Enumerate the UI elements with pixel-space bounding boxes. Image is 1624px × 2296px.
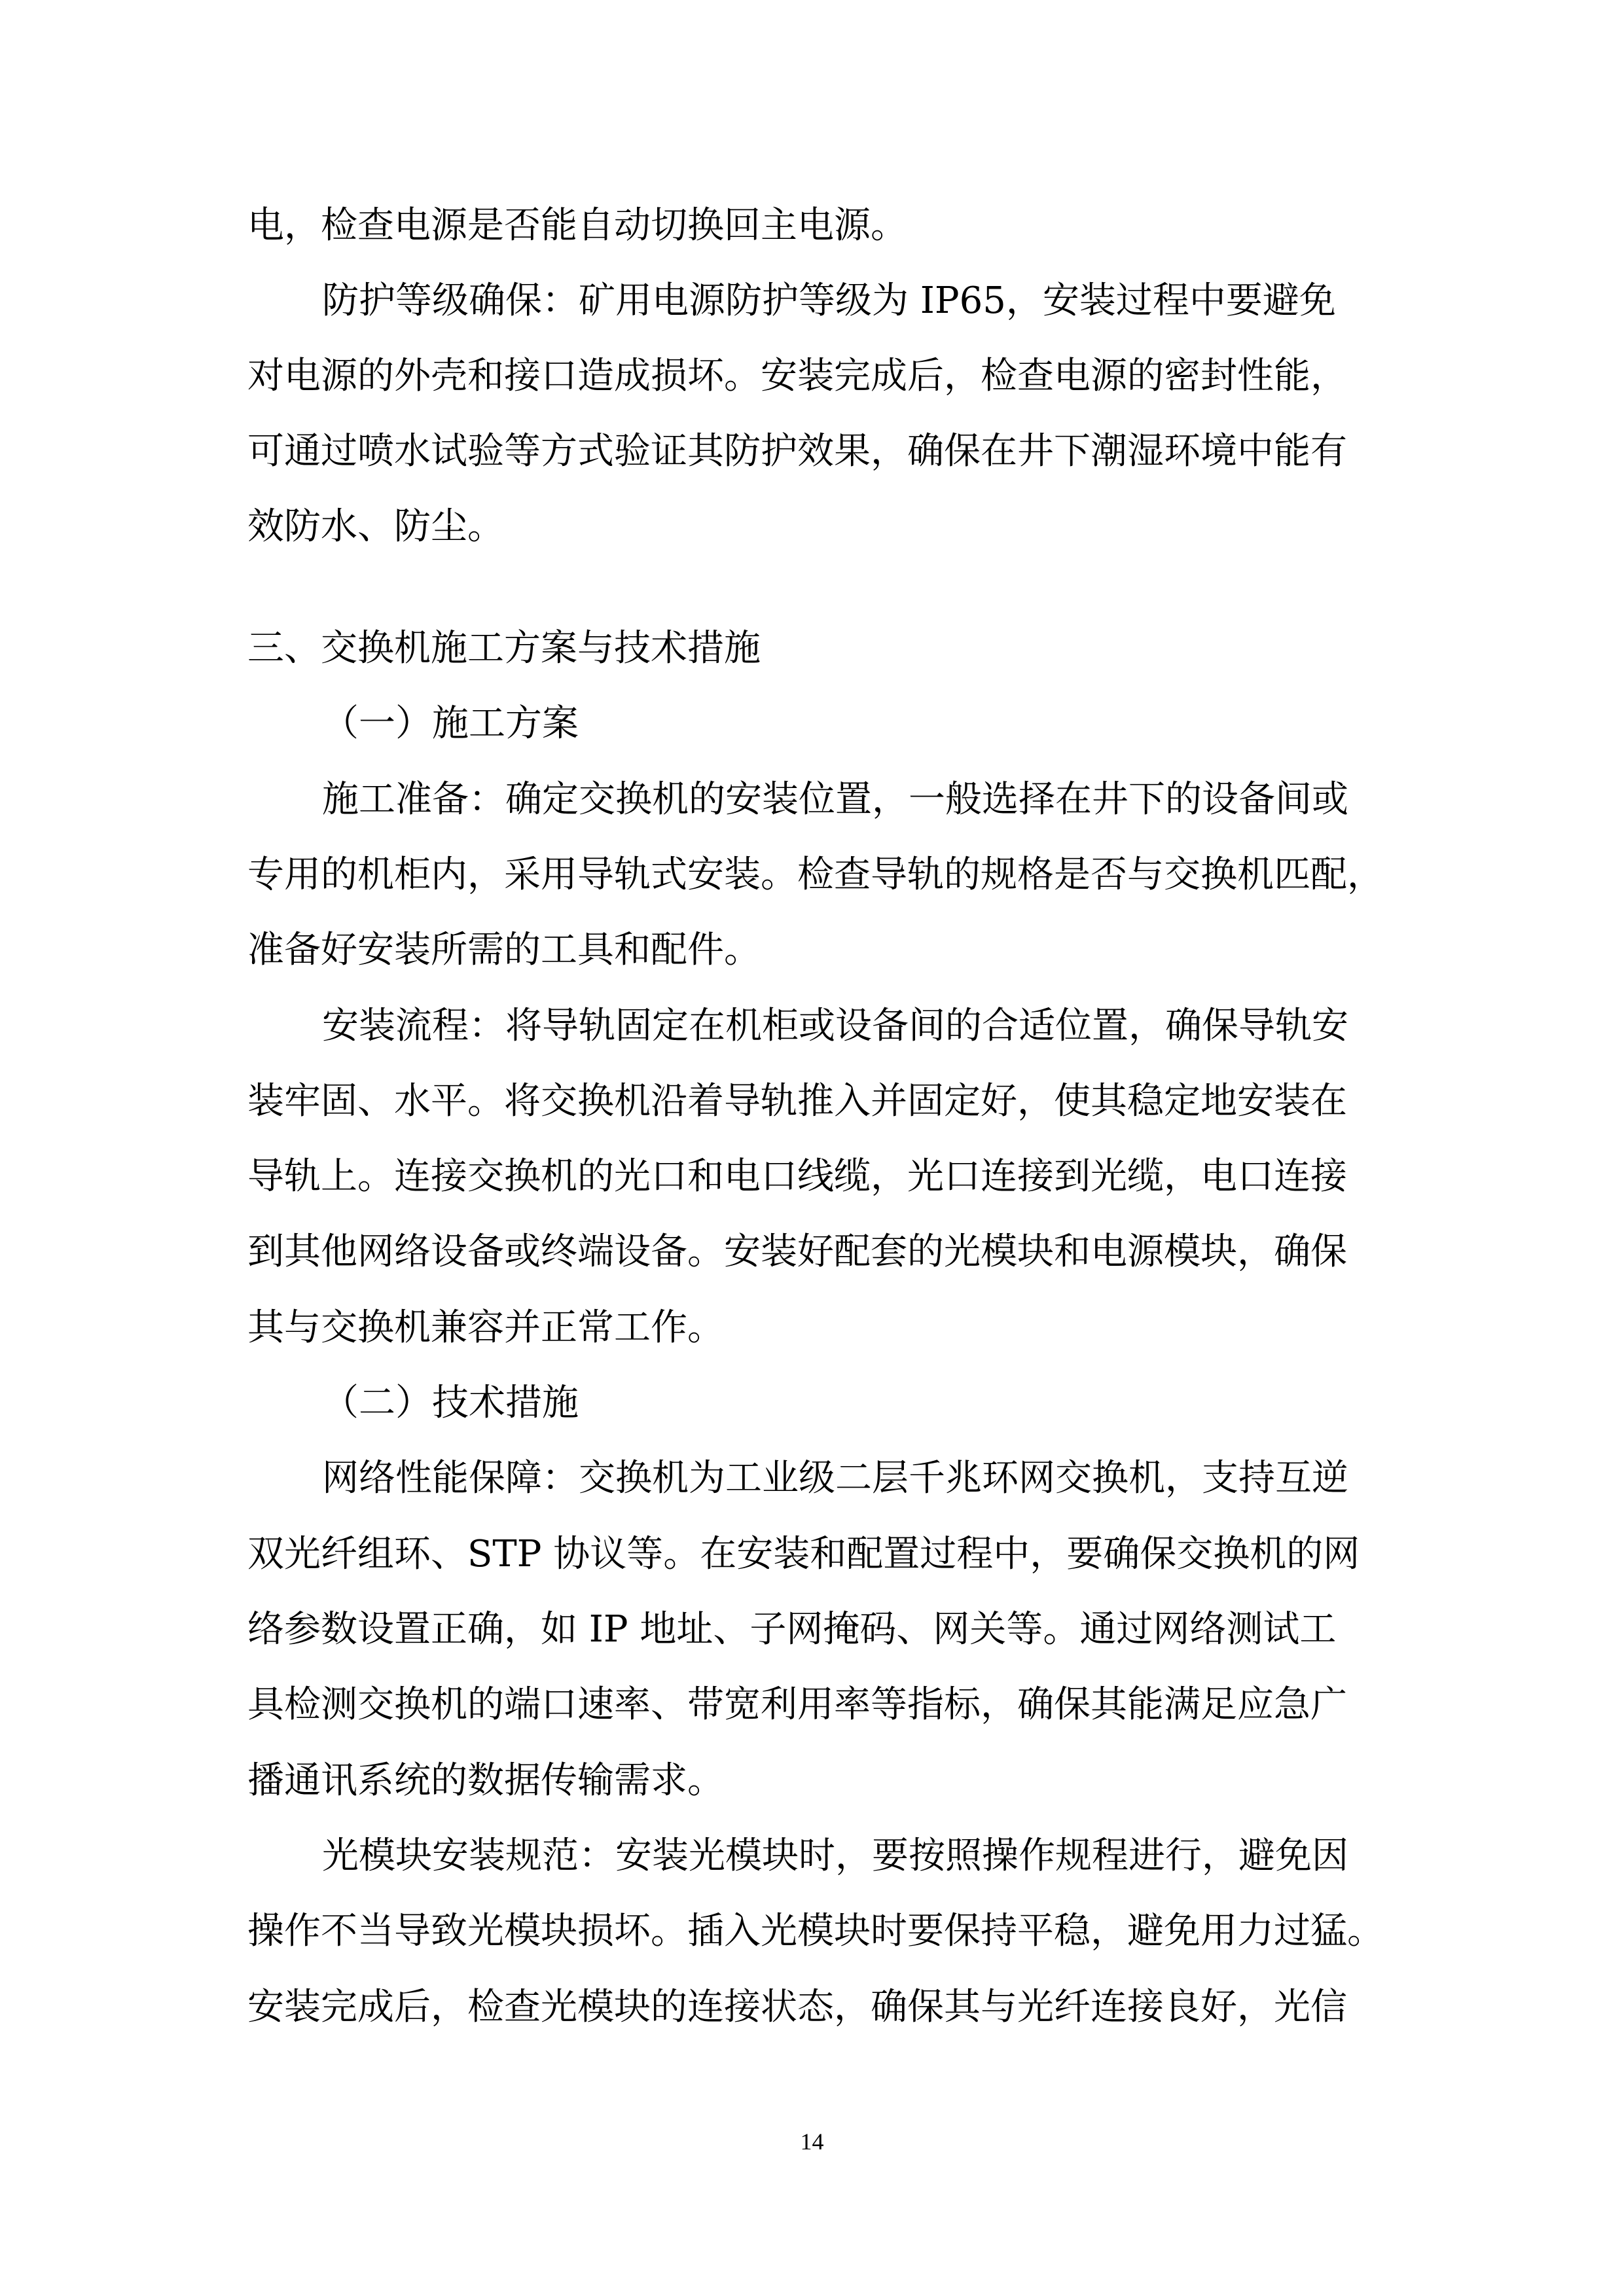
page-number: 14	[800, 2128, 824, 2155]
paragraph-line: 络参数设置正确，如 IP 地址、子网掩码、网关等。通过网络测试工	[247, 1608, 1337, 1651]
paragraph-line: 双光纤组环、STP 协议等。在安装和配置过程中，要确保交换机的网	[247, 1533, 1360, 1575]
paragraph-line: 安装完成后，检查光模块的连接状态，确保其与光纤连接良好，光信	[247, 1986, 1347, 2028]
paragraph-line: 电，检查电源是否能自动切换回主电源。	[247, 204, 907, 247]
paragraph-line: 其与交换机兼容并正常工作。	[247, 1306, 724, 1349]
paragraph-line: 操作不当导致光模块损坏。插入光模块时要保持平稳，避免用力过猛。	[247, 1910, 1384, 1952]
paragraph-line: 效防水、防尘。	[247, 505, 504, 548]
section-heading: 三、交换机施工方案与技术措施	[247, 627, 761, 670]
paragraph-line: 施工准备：确定交换机的安装位置，一般选择在井下的设备间或	[322, 778, 1348, 821]
paragraph-line: 具检测交换机的端口速率、带宽利用率等指标，确保其能满足应急广	[247, 1683, 1347, 1726]
subsection-heading: （二）技术措施	[322, 1382, 579, 1424]
paragraph-line: 到其他网络设备或终端设备。安装好配套的光模块和电源模块，确保	[247, 1230, 1347, 1273]
paragraph-line: 网络性能保障：交换机为工业级二层千兆环网交换机，支持互逆	[322, 1457, 1348, 1499]
paragraph-line: 播通讯系统的数据传输需求。	[247, 1759, 724, 1802]
paragraph-line: 对电源的外壳和接口造成损坏。安装完成后，检查电源的密封性能，	[247, 355, 1347, 397]
paragraph-line: 准备好安装所需的工具和配件。	[247, 929, 761, 971]
paragraph-line: 导轨上。连接交换机的光口和电口线缆，光口连接到光缆，电口连接	[247, 1155, 1347, 1198]
paragraph-line: 防护等级确保：矿用电源防护等级为 IP65，安装过程中要避免	[322, 279, 1336, 322]
paragraph-line: 可通过喷水试验等方式验证其防护效果，确保在井下潮湿环境中能有	[247, 430, 1347, 473]
subsection-heading: （一）施工方案	[322, 702, 579, 745]
paragraph-line: 安装流程：将导轨固定在机柜或设备间的合适位置，确保导轨安	[322, 1005, 1348, 1047]
paragraph-line: 专用的机柜内，采用导轨式安装。检查导轨的规格是否与交换机匹配，	[247, 853, 1384, 896]
paragraph-line: 光模块安装规范：安装光模块时，要按照操作规程进行，避免因	[322, 1835, 1348, 1877]
paragraph-line: 装牢固、水平。将交换机沿着导轨推入并固定好，使其稳定地安装在	[247, 1080, 1347, 1122]
